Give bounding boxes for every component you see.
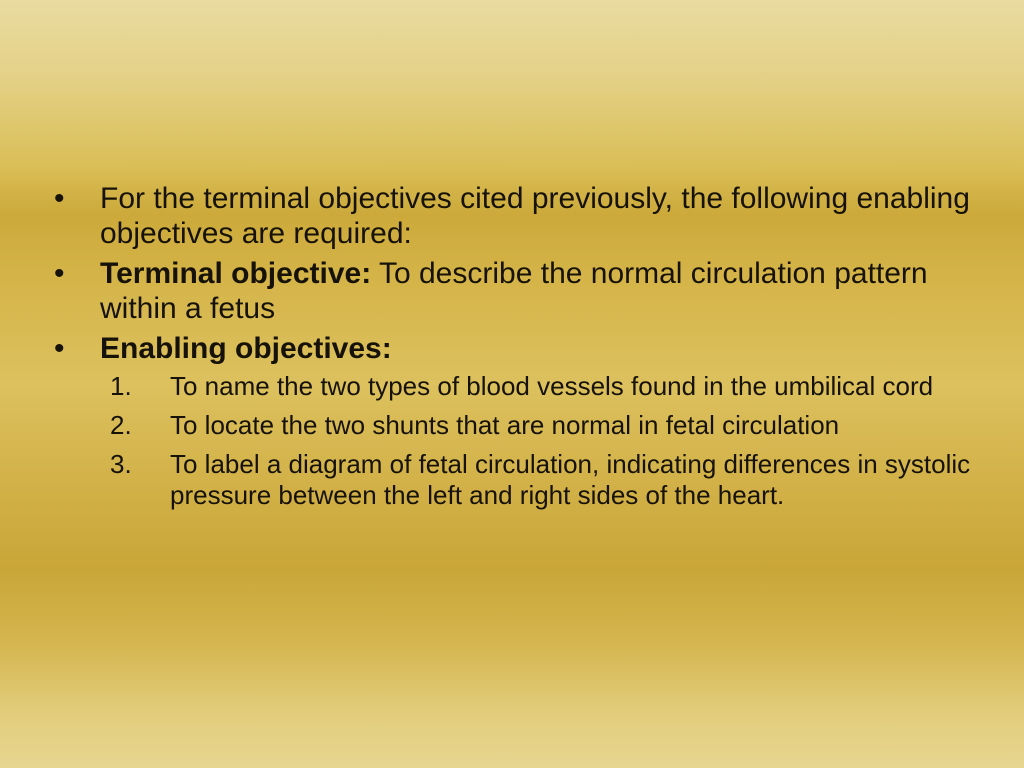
- bullet-marker: •: [54, 257, 65, 290]
- list-item-text: To label a diagram of fetal circulation, indicating differences in systolic pressure between the left and right sides of the heart.: [170, 449, 971, 510]
- bullet-marker: •: [54, 182, 65, 215]
- list-item-number: 3.: [110, 449, 132, 479]
- bullet-terminal-objective: [54, 256, 984, 326]
- list-item: [54, 410, 984, 441]
- list-item-number: 1.: [110, 371, 132, 401]
- bullet-intro: [54, 181, 984, 251]
- bullet-enabling-objectives: [54, 331, 984, 366]
- list-item-text: To name the two types of blood vessels found in the umbilical cord: [170, 371, 934, 401]
- bullet-text: For the terminal objectives cited previously, the following enabling objectives are required:: [100, 182, 970, 250]
- enabling-objectives-list: [54, 371, 984, 511]
- bullet-marker: •: [54, 332, 65, 365]
- list-item: [54, 449, 984, 511]
- slide-content: [54, 181, 984, 519]
- list-item-text: To locate the two shunts that are normal in fetal circulation: [170, 410, 840, 440]
- bullet-lead: Terminal objective:: [100, 257, 372, 290]
- bullet-lead: Enabling objectives:: [100, 332, 392, 365]
- bullet-text: To describe the normal circulation pattern within a fetus: [100, 257, 928, 325]
- list-item: [54, 371, 984, 402]
- list-item-number: 2.: [110, 410, 132, 440]
